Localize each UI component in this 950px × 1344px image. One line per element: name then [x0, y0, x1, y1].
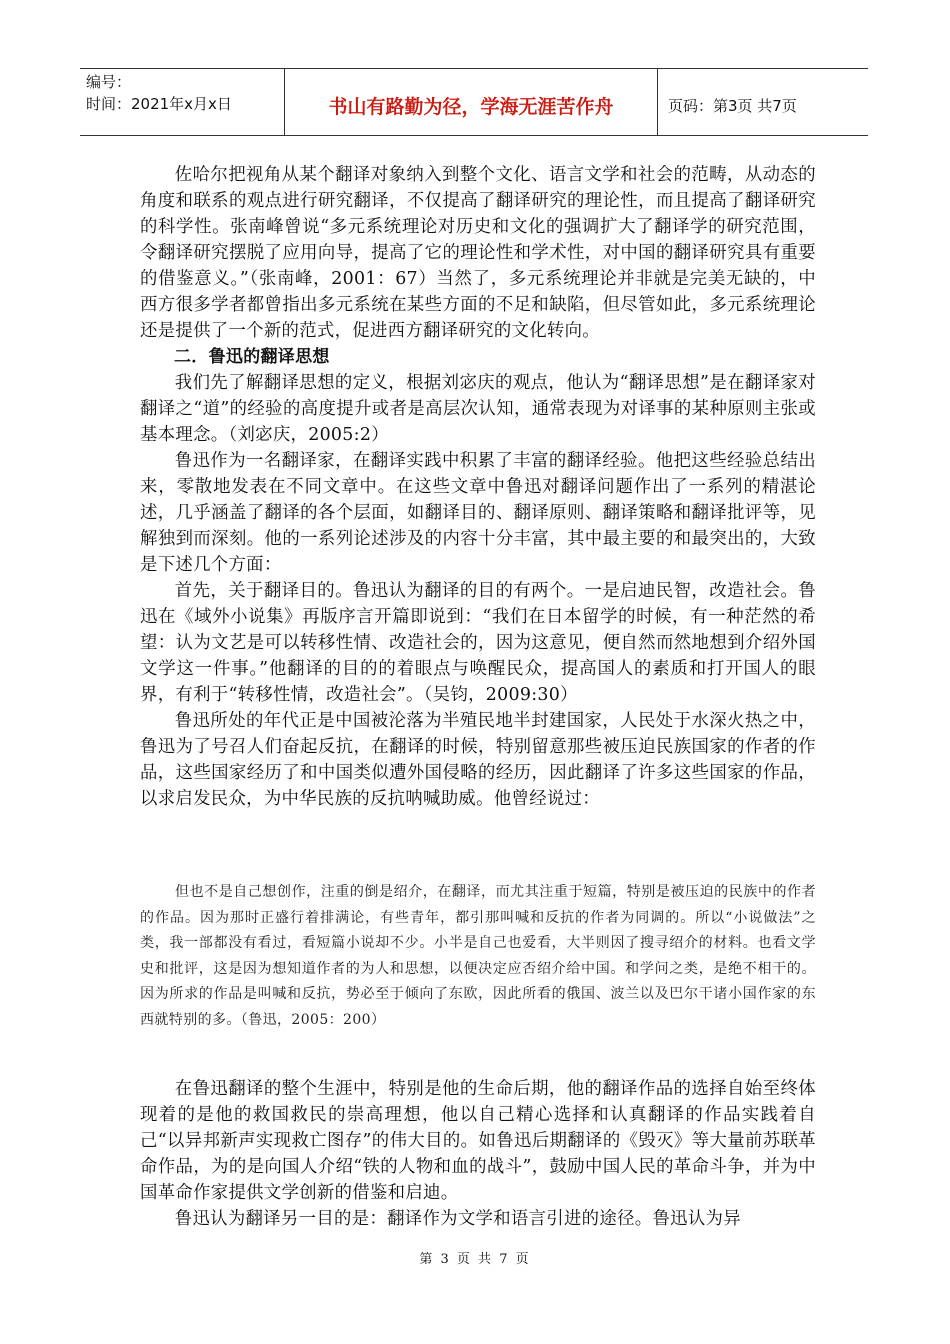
document-body-continued	[140, 1076, 816, 1232]
block-quote	[140, 880, 816, 1033]
header-page-info: 页码：第3页 共7页	[668, 96, 797, 115]
paragraph: 我们先了解翻译思想的定义，根据刘宓庆的观点，他认为“翻译思想”是在翻译家对翻译之“道”的经验的高度提升或者是高层次认知，通常表现为对译事的某种原则主张或基本理念。（刘宓庆，2005:2）	[140, 373, 816, 445]
header-motto: 书山有路勤为径，学海无涯苦作舟	[285, 69, 658, 135]
quote-text: 但也不是自己想创作，注重的倒是绍介，在翻译，而尤其注重于短篇，特别是被压迫的民族中的作者的作品。因为那时正盛行着排满论，有些青年，都引那叫喊和反抗的作者为同调的。所以“小说做法”之类，我一部都没有看过，看短篇小说却不少。小半是自己也爱看，大半则因了搜寻绍介的材料。也看文学史和批评，这是因为想知道作者的为人和思想，以便决定应否绍介给中国。和学问之类，是绝不相干的。因为所求的作品是叫喊和反抗，势必至于倾向了东欧，因此所看的俄国、波兰以及巴尔干诸小国作家的东西就特别的多。（鲁迅，2005：200）	[140, 884, 816, 1028]
paragraph: 首先，关于翻译目的。鲁迅认为翻译的目的有两个。一是启迪民智，改造社会。鲁迅在《域外小说集》再版序言开篇即说到：“我们在日本留学的时候，有一种茫然的希望：认为文艺是可以转移性情、改造社会的，因为这意见，便自然而然地想到介绍外国文学这一件事。”他翻译的目的的着眼点与唤醒民众，提高国人的素质和打开国人的眼界，有利于“转移性情，改造社会”。（吴钧，2009:30）	[140, 581, 816, 705]
paragraph: 鲁迅作为一名翻译家，在翻译实践中积累了丰富的翻译经验。他把这些经验总结出来，零散地发表在不同文章中。在这些文章中鲁迅对翻译问题作出了一系列的精湛论述，几乎涵盖了翻译的各个层面，如翻译目的、翻译原则、翻译策略和翻译批评等，见解独到而深刻。他的一系列论述涉及的内容十分丰富，其中最主要的和最突出的，大致是下述几个方面：	[140, 451, 816, 575]
serial-label: 编号：	[86, 73, 132, 91]
document-body	[140, 162, 816, 812]
date-label: 时间：2021年x月x日	[86, 95, 232, 113]
paragraph: 鲁迅所处的年代正是中国被沦落为半殖民地半封建国家，人民处于水深火热之中，鲁迅为了号召人们奋起反抗，在翻译的时候，特别留意那些被压迫民族国家的作者的作品，这些国家经历了和中国类似遭外国侵略的经历，因此翻译了许多这些国家的作品，以求启发民众，为中华民族的反抗呐喊助威。他曾经说过：	[140, 711, 816, 809]
paragraph: 鲁迅认为翻译另一目的是：翻译作为文学和语言引进的途径。鲁迅认为异	[174, 1209, 741, 1229]
page-header	[80, 68, 868, 136]
paragraph: 在鲁迅翻译的整个生涯中，特别是他的生命后期，他的翻译作品的选择自始至终体现着的是他的救国救民的崇高理想，他以自己精心选择和认真翻译的作品实践着自己“以异邦新声实现救亡图存”的伟大目的。如鲁迅后期翻译的《毁灭》等大量前苏联革命作品，为的是向国人介绍“铁的人物和血的战斗”，鼓励中国人民的革命斗争，并为中国革命作家提供文学创新的借鉴和启迪。	[140, 1079, 816, 1203]
paragraph: 佐哈尔把视角从某个翻译对象纳入到整个文化、语言文学和社会的范畴，从动态的角度和联系的观点进行研究翻译，不仅提高了翻译研究的理论性，而且提高了翻译研究的科学性。张南峰曾说“多元系统理论对历史和文化的强调扩大了翻译学的研究范围，令翻译研究摆脱了应用向导，提高了它的理论性和学术性，对中国的翻译研究具有重要的借鉴意义。”（张南峰，2001：67）当然了，多元系统理论并非就是完美无缺的，中西方很多学者都曾指出多元系统在某些方面的不足和缺陷，但尽管如此，多元系统理论还是提供了一个新的范式，促进西方翻译研究的文化转向。	[140, 165, 816, 341]
page-footer: 第 3 页 共 7 页	[419, 1252, 531, 1267]
header-meta	[80, 69, 285, 135]
section-heading: 二．鲁迅的翻译思想	[174, 347, 330, 367]
